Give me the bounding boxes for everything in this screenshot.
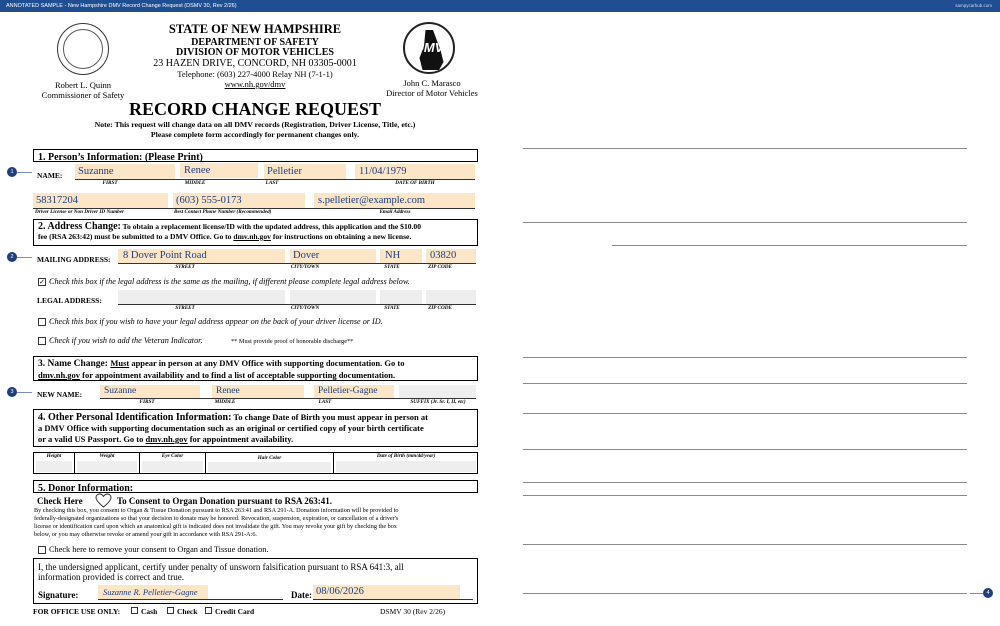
- form-note-2: Please complete form accordingly for permanent changes only.: [150, 130, 360, 139]
- annotation-marker-2[interactable]: 2: [7, 252, 17, 262]
- banner-title: ANNOTATED SAMPLE - New Hampshire DMV Record Change Request (DSMV 30, Rev 2/26): [6, 3, 237, 9]
- name-label: NAME:: [37, 171, 63, 180]
- legal-back-text: Check this box if you wish to have your legal address appear on the back of your driver license or ID.: [49, 317, 383, 326]
- annotation-line: [523, 495, 967, 496]
- donor-body-4: below, or you may otherwise revoke or amend your gift in accordance with RSA 291-A:6.: [34, 531, 257, 538]
- caption-last: LAST: [265, 180, 279, 186]
- section4-desc1: To change Date of Birth you must appear in person at: [231, 412, 428, 422]
- section4-desc2: a DMV Office with supporting documentation such as an original or certified copy of your birth certificate: [38, 423, 424, 433]
- new-name-label: NEW NAME:: [37, 390, 83, 399]
- caption-legal-zip: ZIP CODE: [428, 305, 452, 311]
- legal-address-label: LEGAL ADDRESS:: [37, 296, 102, 305]
- new-dob-field[interactable]: [336, 461, 476, 472]
- header-phone: Telephone: (603) 227-4000 Relay NH (7-1-1): [177, 69, 333, 79]
- mailing-label: MAILING ADDRESS:: [37, 255, 111, 264]
- sample-banner: [0, 0, 1000, 12]
- form-number: DSMV 30 (Rev 2/26): [380, 607, 446, 616]
- dob-header: Date of Birth (mm/dd/year): [376, 453, 436, 459]
- legal-back-checkbox[interactable]: [38, 318, 46, 326]
- mailing-city-field[interactable]: Dover: [290, 249, 376, 263]
- commissioner-title: Commissioner of Safety: [41, 90, 125, 100]
- commissioner-name: Robert L. Quinn: [55, 80, 111, 90]
- certify-line-1: I, the undersigned applicant, certify under penalty of unsworn falsification pursuant to RSA 641:3, all: [38, 562, 404, 572]
- middle-name-field[interactable]: Renee: [180, 163, 258, 178]
- director-title: Director of Motor Vehicles: [386, 88, 478, 98]
- state-seal-icon: [57, 23, 109, 75]
- certify-text: [38, 562, 404, 582]
- heart-checkbox-icon[interactable]: [95, 493, 112, 508]
- section4-desc3-post: for appointment availability.: [187, 434, 294, 444]
- dmv-logo-text: DMV: [414, 40, 444, 55]
- cash-checkbox[interactable]: [131, 607, 138, 614]
- header-state: STATE OF NEW HAMPSHIRE: [168, 22, 342, 36]
- header-dept: DEPARTMENT OF SAFETY: [191, 37, 319, 48]
- section5-title-box: [33, 480, 478, 493]
- caption-middle: MIDDLE: [184, 180, 206, 186]
- section2-title: 2. Address Change:: [38, 221, 121, 232]
- annotation-marker-1[interactable]: 1: [7, 167, 17, 177]
- weight-field[interactable]: [77, 461, 137, 472]
- section4-title: 4. Other Personal Identification Information:: [38, 412, 232, 423]
- header-address: 23 HAZEN DRIVE, CONCORD, NH 03305-0001: [153, 58, 357, 69]
- height-field[interactable]: [36, 461, 72, 472]
- mailing-state-field[interactable]: NH: [380, 249, 422, 263]
- annotation-line: [612, 245, 967, 246]
- remove-consent-checkbox[interactable]: [38, 546, 46, 554]
- veteran-checkbox[interactable]: [38, 337, 46, 345]
- caption-first: FIRST: [102, 180, 118, 186]
- annotation-line: [523, 222, 967, 223]
- eye-color-header: Eye Color: [161, 453, 184, 459]
- section4-link[interactable]: dmv.nh.gov: [145, 434, 188, 444]
- caption-new-middle: MIDDLE: [214, 399, 236, 405]
- form-note-1: Note: This request will change data on all DMV records (Registration, Driver License, Title, etc.): [94, 120, 416, 129]
- caption-legal-city: CITY/TOWN: [290, 305, 320, 311]
- annotation-line: [523, 148, 967, 149]
- first-name-field[interactable]: Suzanne: [75, 164, 175, 179]
- legal-zip-field[interactable]: [426, 290, 476, 304]
- section3-title-pre: 3. Name Change:: [38, 359, 111, 369]
- height-header: Height: [46, 453, 62, 459]
- section3-link[interactable]: dmv.nh.gov: [38, 370, 81, 380]
- section2-desc-a: To obtain a replacement license/ID with the updated address, this application and the $10.00: [122, 222, 422, 231]
- new-last-field[interactable]: Pelletier-Gagne: [314, 385, 394, 398]
- section1-title: 1. Person’s Information: (Please Print): [38, 152, 203, 163]
- caption-new-last: LAST: [318, 399, 332, 405]
- section2-desc-b-post: for instructions on obtaining a new license.: [270, 232, 412, 241]
- caption-phone: Best Contact Phone Number (Recommended): [174, 209, 272, 215]
- last-name-field[interactable]: Pelletier: [264, 164, 346, 179]
- annotation-line: [523, 449, 967, 450]
- eye-color-field[interactable]: [142, 461, 203, 472]
- signature-label: Signature:: [38, 590, 79, 600]
- annotation-line: [523, 482, 967, 483]
- annotation-marker-3[interactable]: 3: [7, 387, 17, 397]
- annotation-line: [523, 544, 967, 545]
- same-address-checkbox[interactable]: ✓: [39, 278, 45, 286]
- donor-body-3: license or identification card upon which an anatomical gift is indicated does not invalidate the gift. You may revoke your gift by checking the box: [34, 523, 397, 530]
- section5-title: 5. Donor Information:: [38, 483, 134, 494]
- section4-box: [33, 409, 478, 447]
- veteran-text: Check if you wish to add the Veteran Indicator.: [49, 336, 203, 345]
- caption-new-first: FIRST: [139, 399, 155, 405]
- section4-desc3-pre: or a valid US Passport. Go to: [38, 434, 146, 444]
- caption-legal-state: STATE: [384, 305, 400, 311]
- donor-body: [34, 507, 484, 539]
- donor-body-1: By checking this box, you consent to Organ & Tissue Donation pursuant to RSA 263:41 and RSA 291-A. Donation information will be provided to: [34, 507, 399, 514]
- new-middle-field[interactable]: Renee: [212, 385, 304, 398]
- caption-license: Driver License or Non Driver ID Number: [35, 209, 125, 215]
- remove-consent-text: Check here to remove your consent to Organ and Tissue donation.: [49, 545, 269, 554]
- header-division: DIVISION OF MOTOR VEHICLES: [176, 47, 334, 58]
- caption-legal-street: STREET: [175, 305, 195, 311]
- legal-state-field[interactable]: [380, 290, 422, 304]
- legal-street-field[interactable]: [118, 290, 285, 304]
- banner-site: sampycarhub.com: [955, 3, 992, 8]
- caption-city: CITY/TOWN: [290, 264, 320, 270]
- annotation-line: [523, 357, 967, 358]
- new-first-field[interactable]: Suzanne: [100, 385, 200, 398]
- caption-state: STATE: [384, 264, 400, 270]
- license-number-field[interactable]: 58317204: [33, 193, 168, 208]
- donor-body-2: federally-designated organizations so that your decision to donate may be honored. Revocation, suspension, expiration, or cancellation of a driver's: [34, 515, 399, 522]
- annotation-line: [523, 593, 967, 594]
- caption-street: STREET: [175, 264, 195, 270]
- caption-new-suffix: SUFFIX (Jr. Sr. I, II, etc): [410, 399, 466, 405]
- check-here-label: Check Here: [37, 496, 83, 506]
- section2-desc-b-pre: fee (RSA 263:42) must be submitted to a DMV Office. Go to: [38, 232, 234, 241]
- annotation-line: [523, 413, 967, 414]
- organ-consent-text: To Consent to Organ Donation pursuant to RSA 263:41.: [117, 496, 332, 506]
- date-label: Date:: [291, 590, 312, 600]
- hair-color-header: Hair Color: [257, 455, 282, 461]
- section2-box: [33, 219, 478, 246]
- email-field[interactable]: s.pelletier@example.com: [314, 193, 475, 208]
- check-payment-checkbox[interactable]: [167, 607, 174, 614]
- phone-field[interactable]: (603) 555-0173: [173, 193, 305, 208]
- caption-email: Email Address: [379, 209, 411, 215]
- credit-card-checkbox[interactable]: [205, 607, 212, 614]
- section3-title-post: appear in person at any DMV Office with supporting documentation. Go to: [129, 358, 405, 368]
- mailing-street-field[interactable]: 8 Dover Point Road: [118, 249, 285, 263]
- mailing-zip-field[interactable]: 03820: [426, 249, 476, 263]
- annotation-line: [523, 383, 967, 384]
- cash-label: Cash: [141, 607, 158, 616]
- dob-field[interactable]: 11/04/1979: [355, 164, 475, 179]
- section1-title-box: [33, 149, 478, 162]
- office-use-label: FOR OFFICE USE ONLY:: [33, 607, 121, 616]
- date-field[interactable]: 08/06/2026: [313, 585, 460, 599]
- section3-must: Must: [110, 358, 130, 368]
- hair-color-field[interactable]: [208, 462, 331, 472]
- dmv-logo-icon: [403, 22, 455, 74]
- veteran-note: ** Must provide proof of honorable discharge**: [231, 338, 354, 345]
- section3-box: [33, 356, 478, 381]
- director-name: John C. Marasco: [403, 78, 461, 88]
- legal-city-field[interactable]: [290, 290, 376, 304]
- credit-card-label: Credit Card: [215, 607, 255, 616]
- caption-zip: ZIP CODE: [428, 264, 452, 270]
- new-suffix-field[interactable]: [399, 385, 476, 398]
- certify-line-2: information provided is correct and true.: [38, 572, 184, 582]
- weight-header: Weight: [99, 453, 115, 459]
- caption-dob: DATE OF BIRTH: [395, 180, 435, 186]
- header-website[interactable]: www.nh.gov/dmv: [224, 79, 286, 89]
- signature-field[interactable]: Suzanne R. Pelletier-Gagne: [98, 585, 208, 599]
- section2-link[interactable]: dmv.nh.gov: [233, 232, 271, 241]
- form-title: RECORD CHANGE REQUEST: [128, 99, 382, 119]
- check-label: Check: [177, 607, 198, 616]
- section3-line2: for appointment availability and to find a list of acceptable supporting documentation.: [80, 370, 396, 380]
- same-address-text: Check this box if the legal address is the same as the mailing, if different please complete legal address below.: [49, 277, 410, 286]
- annotation-marker-4[interactable]: 4: [983, 588, 993, 598]
